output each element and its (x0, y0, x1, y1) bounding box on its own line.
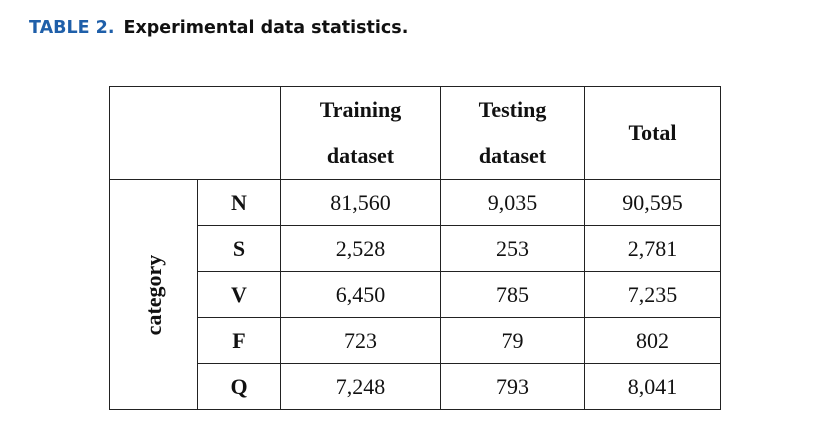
caption-text: Experimental data statistics. (123, 18, 409, 38)
training-cell: 723 (281, 318, 441, 364)
row-label: S (198, 226, 281, 272)
table-caption (29, 16, 408, 40)
category-label: category (140, 254, 166, 335)
testing-cell: 793 (441, 364, 585, 410)
header-corner-cell (110, 87, 281, 180)
row-label: Q (198, 364, 281, 410)
header-testing-dataset: Testing dataset (441, 87, 585, 180)
caption-label: TABLE 2. (29, 18, 115, 38)
header-row (110, 87, 721, 180)
statistics-table (109, 86, 721, 410)
total-cell: 90,595 (585, 180, 721, 226)
testing-cell: 785 (441, 272, 585, 318)
category-group-cell (110, 180, 198, 410)
testing-cell: 253 (441, 226, 585, 272)
table-row (110, 272, 721, 318)
training-cell: 6,450 (281, 272, 441, 318)
header-training-dataset: Training dataset (281, 87, 441, 180)
header-total: Total (585, 87, 721, 180)
row-label: V (198, 272, 281, 318)
training-cell: 81,560 (281, 180, 441, 226)
training-cell: 7,248 (281, 364, 441, 410)
row-label: N (198, 180, 281, 226)
training-cell: 2,528 (281, 226, 441, 272)
total-cell: 8,041 (585, 364, 721, 410)
total-cell: 802 (585, 318, 721, 364)
testing-cell: 79 (441, 318, 585, 364)
total-cell: 7,235 (585, 272, 721, 318)
table-row (110, 226, 721, 272)
row-label: F (198, 318, 281, 364)
table-row (110, 318, 721, 364)
total-cell: 2,781 (585, 226, 721, 272)
testing-cell: 9,035 (441, 180, 585, 226)
table-row (110, 364, 721, 410)
table-row (110, 180, 721, 226)
